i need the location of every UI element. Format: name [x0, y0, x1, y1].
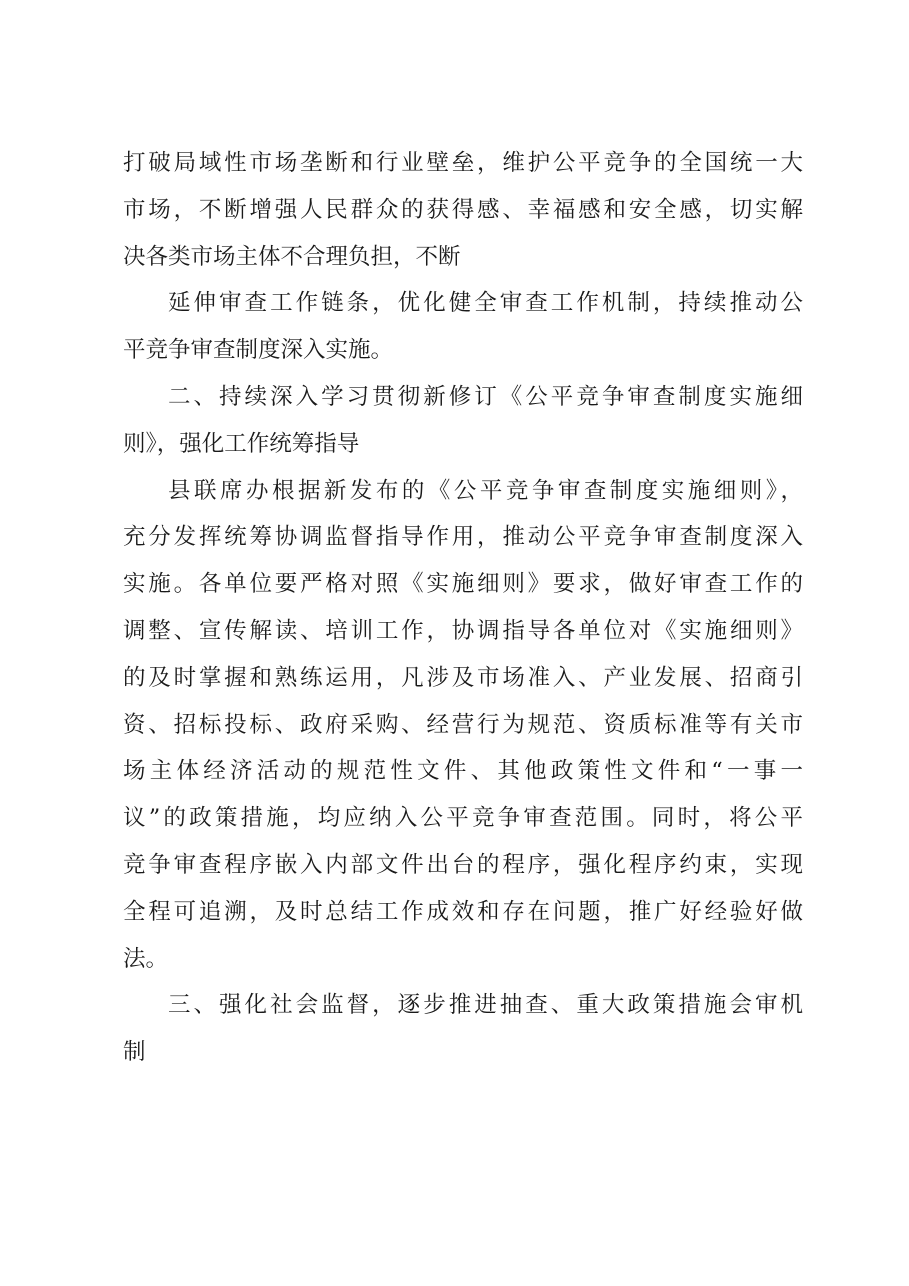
text-line: 市场，不断增强人民群众的获得感、幸福感和安全感，切实解 — [123, 196, 803, 223]
text-line: 议”的政策措施，均应纳入公平竞争审查范围。同时，将公平 — [123, 805, 803, 832]
text-line: 二、持续深入学习贯彻新修订《公平竞争审查制度实施细 — [168, 383, 803, 410]
text-line: 充分发挥统筹协调监督指导作用，推动公平竞争审查制度深入 — [123, 524, 803, 551]
text-line: 打破局域性市场垄断和行业壁垒，维护公平竞争的全国统一大 — [123, 150, 803, 176]
paragraph-1 — [123, 140, 803, 280]
text-line: 决各类市场主体不合理负担，不断 — [123, 243, 461, 270]
text-line: 延伸审查工作链条，优化健全审查工作机制，持续推动公 — [168, 290, 803, 317]
text-line: 三、强化社会监督，逐步推进抽查、重大政策措施会审机 — [168, 992, 803, 1019]
paragraph-2 — [123, 280, 803, 374]
text-line: 场主体经济活动的规范性文件、其他政策性文件和“一事一 — [123, 758, 803, 785]
document-body — [123, 140, 803, 1076]
paragraph-4 — [123, 468, 803, 983]
text-line: 全程可追溯，及时总结工作成效和存在问题，推广好经验好做 — [123, 898, 803, 925]
text-line: 制 — [123, 1039, 146, 1066]
text-line: 竞争审查程序嵌入内部文件出台的程序，强化程序约束，实现 — [123, 851, 803, 878]
text-line: 县联席办根据新发布的《公平竞争审查制度实施细则》， — [168, 477, 803, 504]
text-line: 法。 — [123, 945, 169, 972]
text-line: 实施。各单位要严格对照《实施细则》要求，做好审查工作的 — [123, 571, 803, 598]
text-line: 资、招标投标、政府采购、经营行为规范、资质标准等有关市 — [123, 711, 803, 738]
text-line: 的及时掌握和熟练运用，凡涉及市场准入、产业发展、招商引 — [123, 664, 803, 691]
text-line: 平竞争审查制度深入实施。 — [123, 337, 394, 364]
text-line: 则》，强化工作统筹指导 — [123, 430, 360, 457]
section-heading-3 — [123, 982, 803, 1076]
text-line: 调整、宣传解读、培训工作，协调指导各单位对《实施细则》 — [123, 617, 803, 644]
section-heading-2 — [123, 374, 803, 468]
